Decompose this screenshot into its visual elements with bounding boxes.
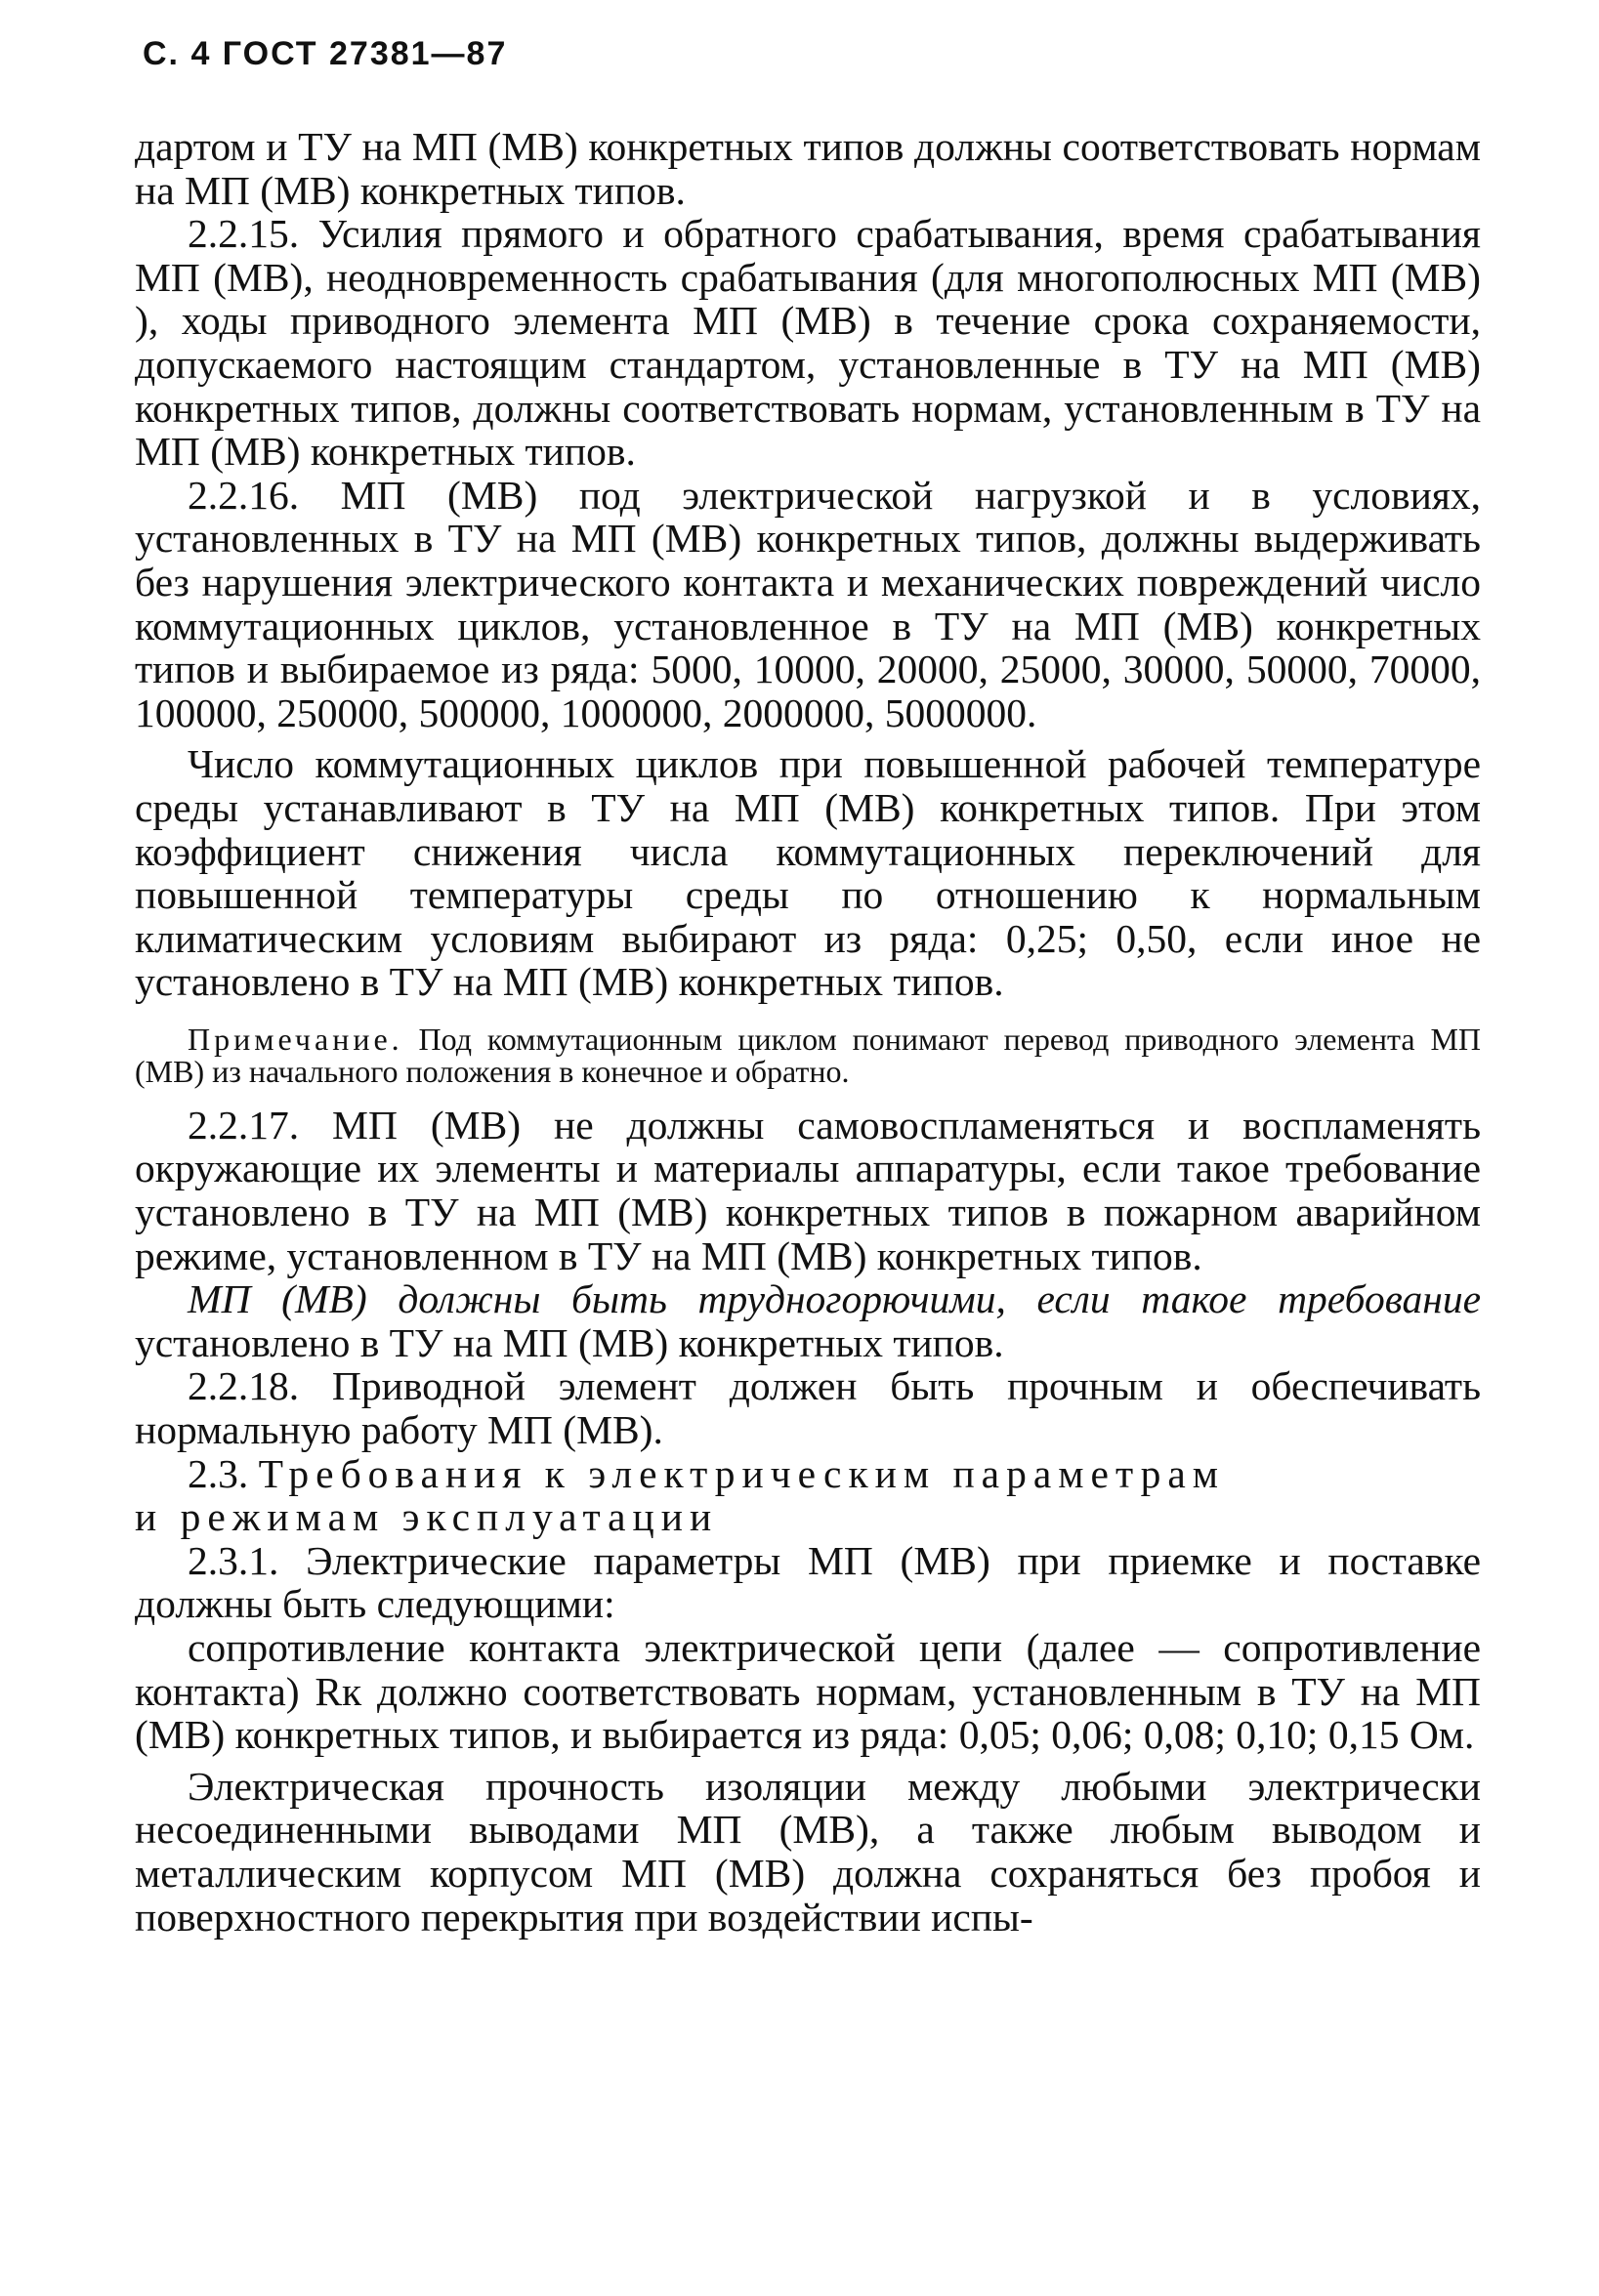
clause-2-2-16: 2.2.16. МП (МВ) под электрической нагрузкой и в условиях, установленных в ТУ на МП (МВ) конкретных типов, должны выдерживать без нарушения электрического контакта и механических повреждений число коммутационных циклов, установленное в ТУ на МП (МВ) конкретных типов и выбираемое из ряда: 5000, 10000, 20000, 25000, 30000, 50000, 70000, 100000, 250000, 500000, 1000000, 2000000, 5000000. <box>135 472 1481 735</box>
section-2-3-title-line2: и режимам эксплуатации <box>135 1494 719 1540</box>
flammability-italic: МП (МВ) должны быть трудногорючими, если такое требование <box>188 1276 1481 1322</box>
section-2-3-heading <box>135 1452 1481 1539</box>
document-body <box>135 125 1481 1939</box>
intro-paragraph: дартом и ТУ на МП (МВ) конкретных типов должны соответствовать нормам на МП (МВ) конкретных типов. <box>135 124 1481 213</box>
clause-2-2-18: 2.2.18. Приводной элемент должен быть прочным и обеспечивать нормальную работу МП (МВ). <box>135 1363 1481 1453</box>
section-2-3-title-line1: Требования к электрическим параметрам <box>258 1450 1226 1496</box>
insulation-strength-paragraph: Электрическая прочность изоляции между любыми электрически несоединенными выводами МП (МВ), а также любым выводом и металлическим корпусом МП (МВ) должна сохраняться без пробоя и поверхностного перекрытия при воздействии испы- <box>135 1763 1481 1940</box>
flammability-paragraph <box>135 1277 1481 1364</box>
section-2-3-number: 2.3. <box>188 1450 249 1496</box>
note-block <box>135 1023 1481 1088</box>
page-header: С. 4 ГОСТ 27381—87 <box>143 35 508 72</box>
clause-2-2-17: 2.2.17. МП (МВ) не должны самовоспламеняться и воспламенять окружающие их элементы и материалы аппаратуры, если такое требование установлено в ТУ на МП (МВ) конкретных типов в пожарном аварийном режиме, установленном в ТУ на МП (МВ) конкретных типов. <box>135 1102 1481 1278</box>
clause-2-2-15: 2.2.15. Усилия прямого и обратного срабатывания, время срабатывания МП (МВ), неодновременность срабатывания (для многополюсных МП (МВ) ), ходы приводного элемента МП (МВ) в течение срока сохраняемости, допускаемого настоящим стандартом, установленные в ТУ на МП (МВ) конкретных типов, должны соответствовать нормам, установленным в ТУ на МП (МВ) конкретных типов. <box>135 211 1481 475</box>
flammability-rest: установлено в ТУ на МП (МВ) конкретных типов. <box>135 1319 1004 1365</box>
note-text: Под коммутационным циклом понимают перевод приводного элемента МП (МВ) из начального положения в конечное и обратно. <box>135 1021 1482 1089</box>
clause-2-3-1: 2.3.1. Электрические параметры МП (МВ) при приемке и поставке должны быть следующими: <box>135 1537 1481 1627</box>
switching-cycles-paragraph: Число коммутационных циклов при повышенной рабочей температуре среды устанавливают в ТУ на МП (МВ) конкретных типов. При этом коэффициент снижения числа коммутационных переключений для повышенной температуры среды по отношению к нормальным климатическим условиям выбирают из ряда: 0,25; 0,50, если иное не установлено в ТУ на МП (МВ) конкретных типов. <box>135 741 1481 1005</box>
note-label: Примечание. <box>188 1021 403 1057</box>
contact-resistance-paragraph: сопротивление контакта электрической цепи (далее — сопротивление контакта) Rк должно соответствовать нормам, установленным в ТУ на МП (МВ) конкретных типов, и выбирается из ряда: 0,05; 0,06; 0,08; 0,10; 0,15 Ом. <box>135 1625 1481 1758</box>
